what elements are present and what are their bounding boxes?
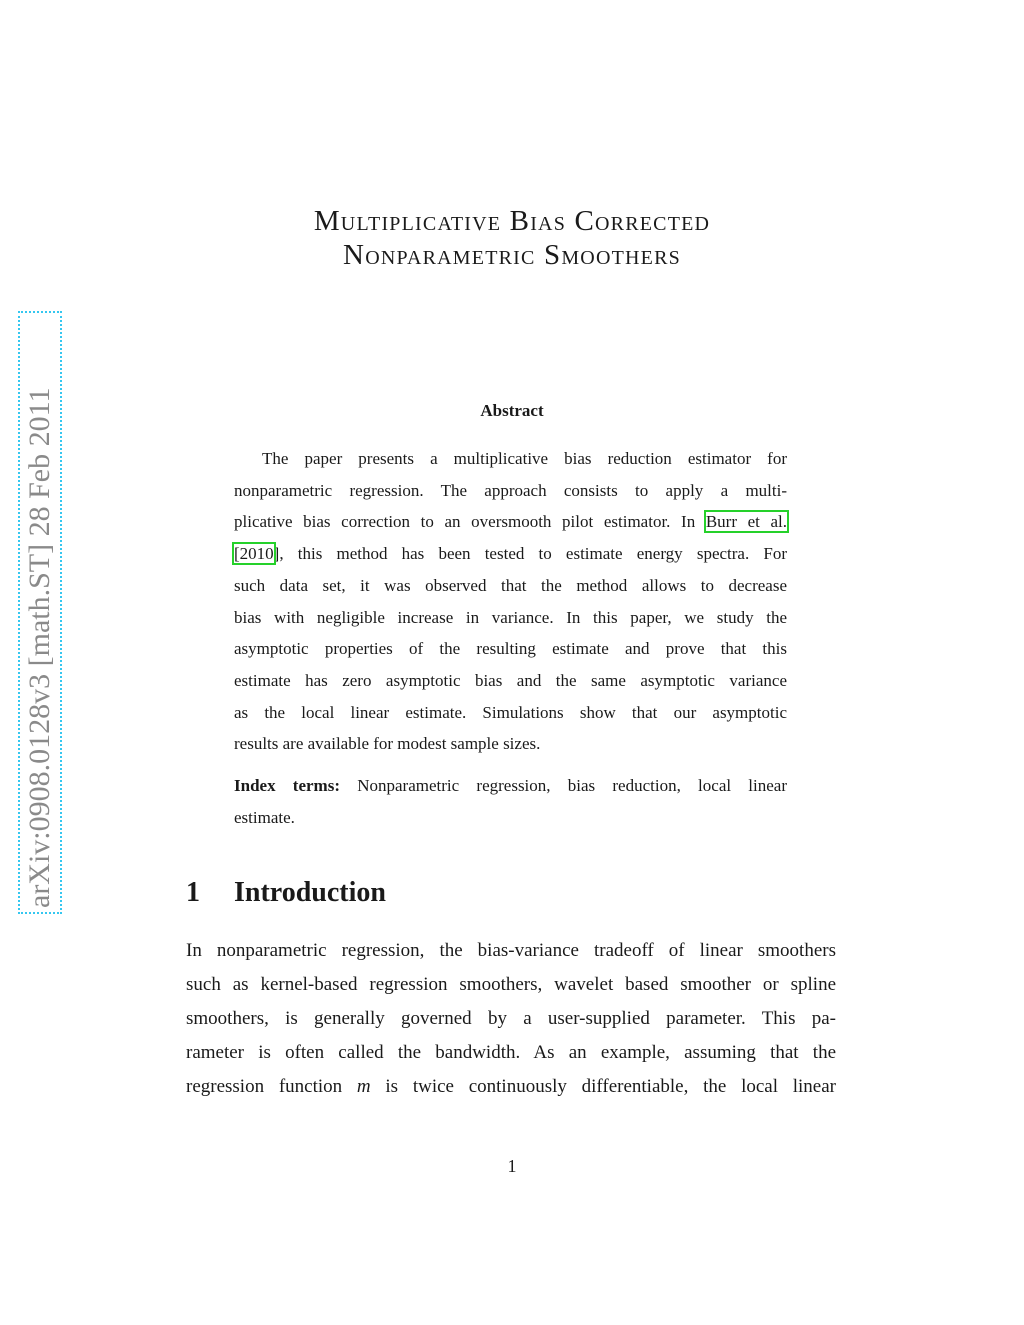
citation-open-bracket: [ bbox=[234, 544, 240, 564]
abstract-line bbox=[234, 506, 787, 538]
index-terms-label: Index terms: bbox=[234, 776, 340, 795]
abstract-line bbox=[234, 538, 787, 570]
title-line-2: Nonparametric Smoothers bbox=[343, 239, 681, 271]
abstract-line: bias with negligible increase in variance. In this paper, we study the bbox=[234, 607, 787, 627]
paper-title bbox=[212, 204, 812, 272]
index-terms bbox=[234, 770, 787, 833]
arxiv-identifier[interactable]: arXiv:0908.0128v3 [math.ST] 28 Feb 2011 bbox=[23, 387, 56, 908]
abstract-line: asymptotic properties of the resulting estimate and prove that this bbox=[234, 639, 787, 659]
index-terms-line bbox=[234, 770, 787, 802]
abstract-line: estimate has zero asymptotic bias and the same asymptotic variance bbox=[234, 670, 787, 690]
section-heading bbox=[186, 873, 386, 913]
math-symbol: m bbox=[356, 1076, 371, 1097]
section-number: 1 bbox=[186, 877, 200, 908]
citation-link-authors[interactable]: Burr et al. bbox=[705, 512, 788, 532]
abstract-line: results are available for modest sample sizes. bbox=[234, 734, 541, 754]
body-line: smoothers, is generally governed by a user-supplied parameter. This pa- bbox=[186, 1008, 836, 1029]
body-line bbox=[186, 1070, 836, 1104]
body-text: regression function bbox=[186, 1076, 343, 1097]
section-title: Introduction bbox=[234, 877, 386, 908]
body-line: In nonparametric regression, the bias-variance tradeoff of linear smoothers bbox=[186, 940, 836, 961]
citation-link-year[interactable] bbox=[234, 544, 274, 563]
abstract-line-text: plicative bias correction to an oversmooth pilot estimator. In bbox=[234, 512, 696, 532]
body-line: such as kernel-based regression smoothers, wavelet based smoother or spline bbox=[186, 974, 836, 995]
title-line-1: Multiplicative Bias Corrected bbox=[313, 205, 711, 237]
abstract-body bbox=[234, 443, 787, 760]
abstract-line: The paper presents a multiplicative bias reduction estimator for bbox=[262, 449, 787, 468]
abstract-line: such data set, it was observed that the method allows to decrease bbox=[234, 575, 787, 595]
body-text: is twice continuously differentiable, the local linear bbox=[385, 1076, 836, 1097]
citation-year: 2010 bbox=[239, 544, 274, 564]
index-terms-text: Nonparametric regression, bias reduction, local linear bbox=[357, 776, 788, 795]
body-line: rameter is often called the bandwidth. As an example, assuming that the bbox=[186, 1042, 836, 1063]
section-body bbox=[186, 934, 836, 1104]
index-terms-line-2: estimate. bbox=[234, 807, 295, 827]
abstract-line: nonparametric regression. The approach consists to apply a multi- bbox=[234, 480, 787, 500]
abstract-line: as the local linear estimate. Simulations show that our asymptotic bbox=[234, 702, 787, 722]
page-number: 1 bbox=[507, 1156, 517, 1176]
abstract-heading: Abstract bbox=[480, 401, 544, 420]
abstract-line-text: ], this method has been tested to estimate energy spectra. For bbox=[273, 544, 787, 564]
